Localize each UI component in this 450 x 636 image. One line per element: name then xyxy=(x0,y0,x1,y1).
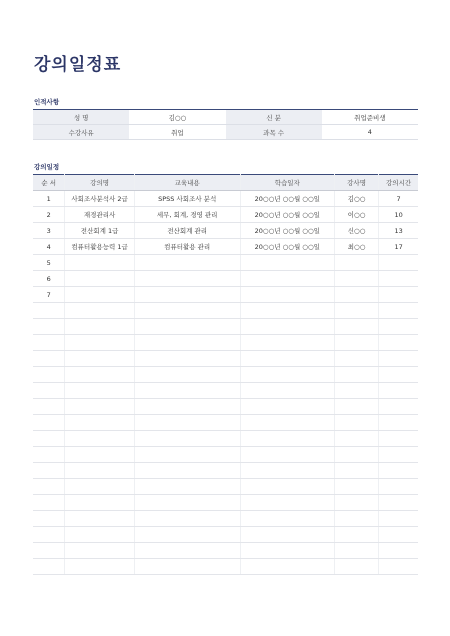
cell-hours xyxy=(379,495,418,511)
cell-hours xyxy=(379,511,418,527)
cell-order: 6 xyxy=(33,271,65,287)
cell-date xyxy=(240,447,334,463)
table-row xyxy=(33,207,418,223)
cell-hours xyxy=(379,431,418,447)
cell-content xyxy=(134,511,240,527)
cell-hours: 10 xyxy=(379,207,418,223)
reason-label: 수강사유 xyxy=(33,125,129,140)
cell-instructor xyxy=(334,287,378,303)
cell-date xyxy=(240,255,334,271)
cell-order xyxy=(33,399,65,415)
cell-date xyxy=(240,495,334,511)
cell-date xyxy=(240,415,334,431)
cell-order xyxy=(33,351,65,367)
cell-hours xyxy=(379,351,418,367)
cell-hours xyxy=(379,447,418,463)
cell-content xyxy=(134,543,240,559)
cell-order xyxy=(33,303,65,319)
cell-hours xyxy=(379,335,418,351)
cell-course: 재경관리사 xyxy=(65,207,134,223)
cell-hours xyxy=(379,255,418,271)
cell-course: 사회조사분석사 2급 xyxy=(65,191,134,207)
cell-hours xyxy=(379,287,418,303)
cell-content: 컴퓨터활용 관리 xyxy=(134,239,240,255)
cell-order xyxy=(33,559,65,575)
table-row xyxy=(33,431,418,447)
table-row xyxy=(33,383,418,399)
cell-date xyxy=(240,543,334,559)
info-row xyxy=(33,110,418,125)
cell-order xyxy=(33,415,65,431)
cell-instructor xyxy=(334,543,378,559)
cell-order: 3 xyxy=(33,223,65,239)
cell-order xyxy=(33,367,65,383)
table-row xyxy=(33,319,418,335)
table-row xyxy=(33,447,418,463)
cell-order xyxy=(33,543,65,559)
cell-order xyxy=(33,383,65,399)
cell-instructor: 신○○ xyxy=(334,223,378,239)
cell-course xyxy=(65,303,134,319)
cell-order xyxy=(33,447,65,463)
reason-value: 취업 xyxy=(129,125,225,140)
cell-date: 20○○년 ○○월 ○○일 xyxy=(240,239,334,255)
cell-course xyxy=(65,447,134,463)
cell-instructor xyxy=(334,351,378,367)
table-row xyxy=(33,367,418,383)
cell-order: 1 xyxy=(33,191,65,207)
cell-instructor xyxy=(334,463,378,479)
cell-course xyxy=(65,255,134,271)
col-header-order: 순 서 xyxy=(33,175,65,191)
cell-date xyxy=(240,367,334,383)
cell-date xyxy=(240,303,334,319)
schedule-table xyxy=(33,174,418,575)
cell-content xyxy=(134,271,240,287)
cell-hours xyxy=(379,415,418,431)
cell-content xyxy=(134,463,240,479)
table-row xyxy=(33,271,418,287)
cell-instructor xyxy=(334,511,378,527)
name-label: 성 명 xyxy=(33,110,129,125)
table-row xyxy=(33,287,418,303)
cell-instructor xyxy=(334,335,378,351)
cell-instructor xyxy=(334,271,378,287)
cell-date: 20○○년 ○○월 ○○일 xyxy=(240,191,334,207)
cell-content xyxy=(134,351,240,367)
cell-date xyxy=(240,335,334,351)
cell-date xyxy=(240,527,334,543)
cell-content: 전산회계 관리 xyxy=(134,223,240,239)
table-row xyxy=(33,511,418,527)
cell-course xyxy=(65,399,134,415)
cell-course xyxy=(65,543,134,559)
cell-instructor: 이○○ xyxy=(334,207,378,223)
cell-instructor xyxy=(334,367,378,383)
table-row xyxy=(33,527,418,543)
cell-instructor xyxy=(334,447,378,463)
cell-hours xyxy=(379,463,418,479)
table-row xyxy=(33,239,418,255)
cell-hours: 7 xyxy=(379,191,418,207)
cell-order: 4 xyxy=(33,239,65,255)
cell-course xyxy=(65,559,134,575)
cell-content xyxy=(134,319,240,335)
cell-content xyxy=(134,447,240,463)
cell-course xyxy=(65,367,134,383)
cell-hours xyxy=(379,271,418,287)
cell-order xyxy=(33,431,65,447)
name-value: 김○○ xyxy=(129,110,225,125)
cell-hours xyxy=(379,319,418,335)
table-row xyxy=(33,191,418,207)
cell-content xyxy=(134,399,240,415)
cell-content xyxy=(134,255,240,271)
cell-order xyxy=(33,527,65,543)
cell-course xyxy=(65,431,134,447)
personal-info-table xyxy=(33,109,418,140)
table-row xyxy=(33,463,418,479)
table-row xyxy=(33,303,418,319)
table-row xyxy=(33,495,418,511)
cell-course xyxy=(65,463,134,479)
cell-course xyxy=(65,479,134,495)
table-row xyxy=(33,543,418,559)
col-header-content: 교육내용 xyxy=(134,175,240,191)
cell-date xyxy=(240,479,334,495)
cell-instructor: 최○○ xyxy=(334,239,378,255)
cell-instructor xyxy=(334,479,378,495)
cell-content xyxy=(134,367,240,383)
cell-course xyxy=(65,351,134,367)
cell-course: 전산회계 1급 xyxy=(65,223,134,239)
cell-content xyxy=(134,303,240,319)
cell-date xyxy=(240,271,334,287)
cell-content xyxy=(134,415,240,431)
table-row xyxy=(33,399,418,415)
cell-instructor xyxy=(334,559,378,575)
subject-count-value: 4 xyxy=(322,125,418,140)
cell-content: SPSS 사회조사 분석 xyxy=(134,191,240,207)
col-header-instructor: 강사명 xyxy=(334,175,378,191)
table-row xyxy=(33,351,418,367)
cell-order: 2 xyxy=(33,207,65,223)
cell-content xyxy=(134,431,240,447)
cell-instructor xyxy=(334,319,378,335)
table-header-row xyxy=(33,175,418,191)
cell-instructor xyxy=(334,303,378,319)
cell-date xyxy=(240,351,334,367)
cell-course xyxy=(65,415,134,431)
cell-date: 20○○년 ○○월 ○○일 xyxy=(240,223,334,239)
cell-hours xyxy=(379,527,418,543)
cell-content: 세무, 회계, 경영 관리 xyxy=(134,207,240,223)
cell-order: 7 xyxy=(33,287,65,303)
subject-count-label: 과목 수 xyxy=(226,125,322,140)
cell-content xyxy=(134,479,240,495)
status-label: 신 분 xyxy=(226,110,322,125)
cell-hours: 13 xyxy=(379,223,418,239)
cell-course xyxy=(65,527,134,543)
cell-content xyxy=(134,495,240,511)
cell-hours xyxy=(379,479,418,495)
cell-hours xyxy=(379,559,418,575)
table-row xyxy=(33,479,418,495)
cell-date xyxy=(240,431,334,447)
col-header-hours: 강의시간 xyxy=(379,175,418,191)
cell-course xyxy=(65,383,134,399)
cell-hours xyxy=(379,303,418,319)
personal-section-label: 인적사항 xyxy=(34,98,60,106)
cell-instructor xyxy=(334,399,378,415)
cell-instructor xyxy=(334,415,378,431)
col-header-course: 강의명 xyxy=(65,175,134,191)
col-header-date: 학습일자 xyxy=(240,175,334,191)
cell-course xyxy=(65,287,134,303)
cell-instructor: 김○○ xyxy=(334,191,378,207)
cell-course: 컴퓨터활용능력 1급 xyxy=(65,239,134,255)
cell-hours xyxy=(379,367,418,383)
cell-date: 20○○년 ○○월 ○○일 xyxy=(240,207,334,223)
cell-course xyxy=(65,495,134,511)
cell-content xyxy=(134,335,240,351)
cell-course xyxy=(65,511,134,527)
cell-hours: 17 xyxy=(379,239,418,255)
table-row xyxy=(33,223,418,239)
cell-content xyxy=(134,527,240,543)
cell-hours xyxy=(379,383,418,399)
cell-order xyxy=(33,495,65,511)
cell-instructor xyxy=(334,383,378,399)
table-row xyxy=(33,415,418,431)
cell-order xyxy=(33,463,65,479)
cell-hours xyxy=(379,543,418,559)
table-row xyxy=(33,559,418,575)
cell-order: 5 xyxy=(33,255,65,271)
status-value: 취업준비생 xyxy=(322,110,418,125)
cell-date xyxy=(240,399,334,415)
table-row xyxy=(33,335,418,351)
cell-date xyxy=(240,319,334,335)
cell-content xyxy=(134,383,240,399)
cell-order xyxy=(33,479,65,495)
cell-instructor xyxy=(334,431,378,447)
info-row xyxy=(33,125,418,140)
cell-course xyxy=(65,319,134,335)
cell-date xyxy=(240,463,334,479)
cell-order xyxy=(33,319,65,335)
cell-order xyxy=(33,335,65,351)
page-title: 강의일정표 xyxy=(34,55,122,75)
cell-date xyxy=(240,511,334,527)
cell-hours xyxy=(379,399,418,415)
cell-date xyxy=(240,383,334,399)
schedule-section-label: 강의일정 xyxy=(34,163,60,171)
cell-content xyxy=(134,287,240,303)
table-row xyxy=(33,255,418,271)
cell-instructor xyxy=(334,255,378,271)
cell-course xyxy=(65,335,134,351)
cell-order xyxy=(33,511,65,527)
cell-instructor xyxy=(334,495,378,511)
cell-course xyxy=(65,271,134,287)
cell-date xyxy=(240,287,334,303)
cell-instructor xyxy=(334,527,378,543)
cell-date xyxy=(240,559,334,575)
cell-content xyxy=(134,559,240,575)
